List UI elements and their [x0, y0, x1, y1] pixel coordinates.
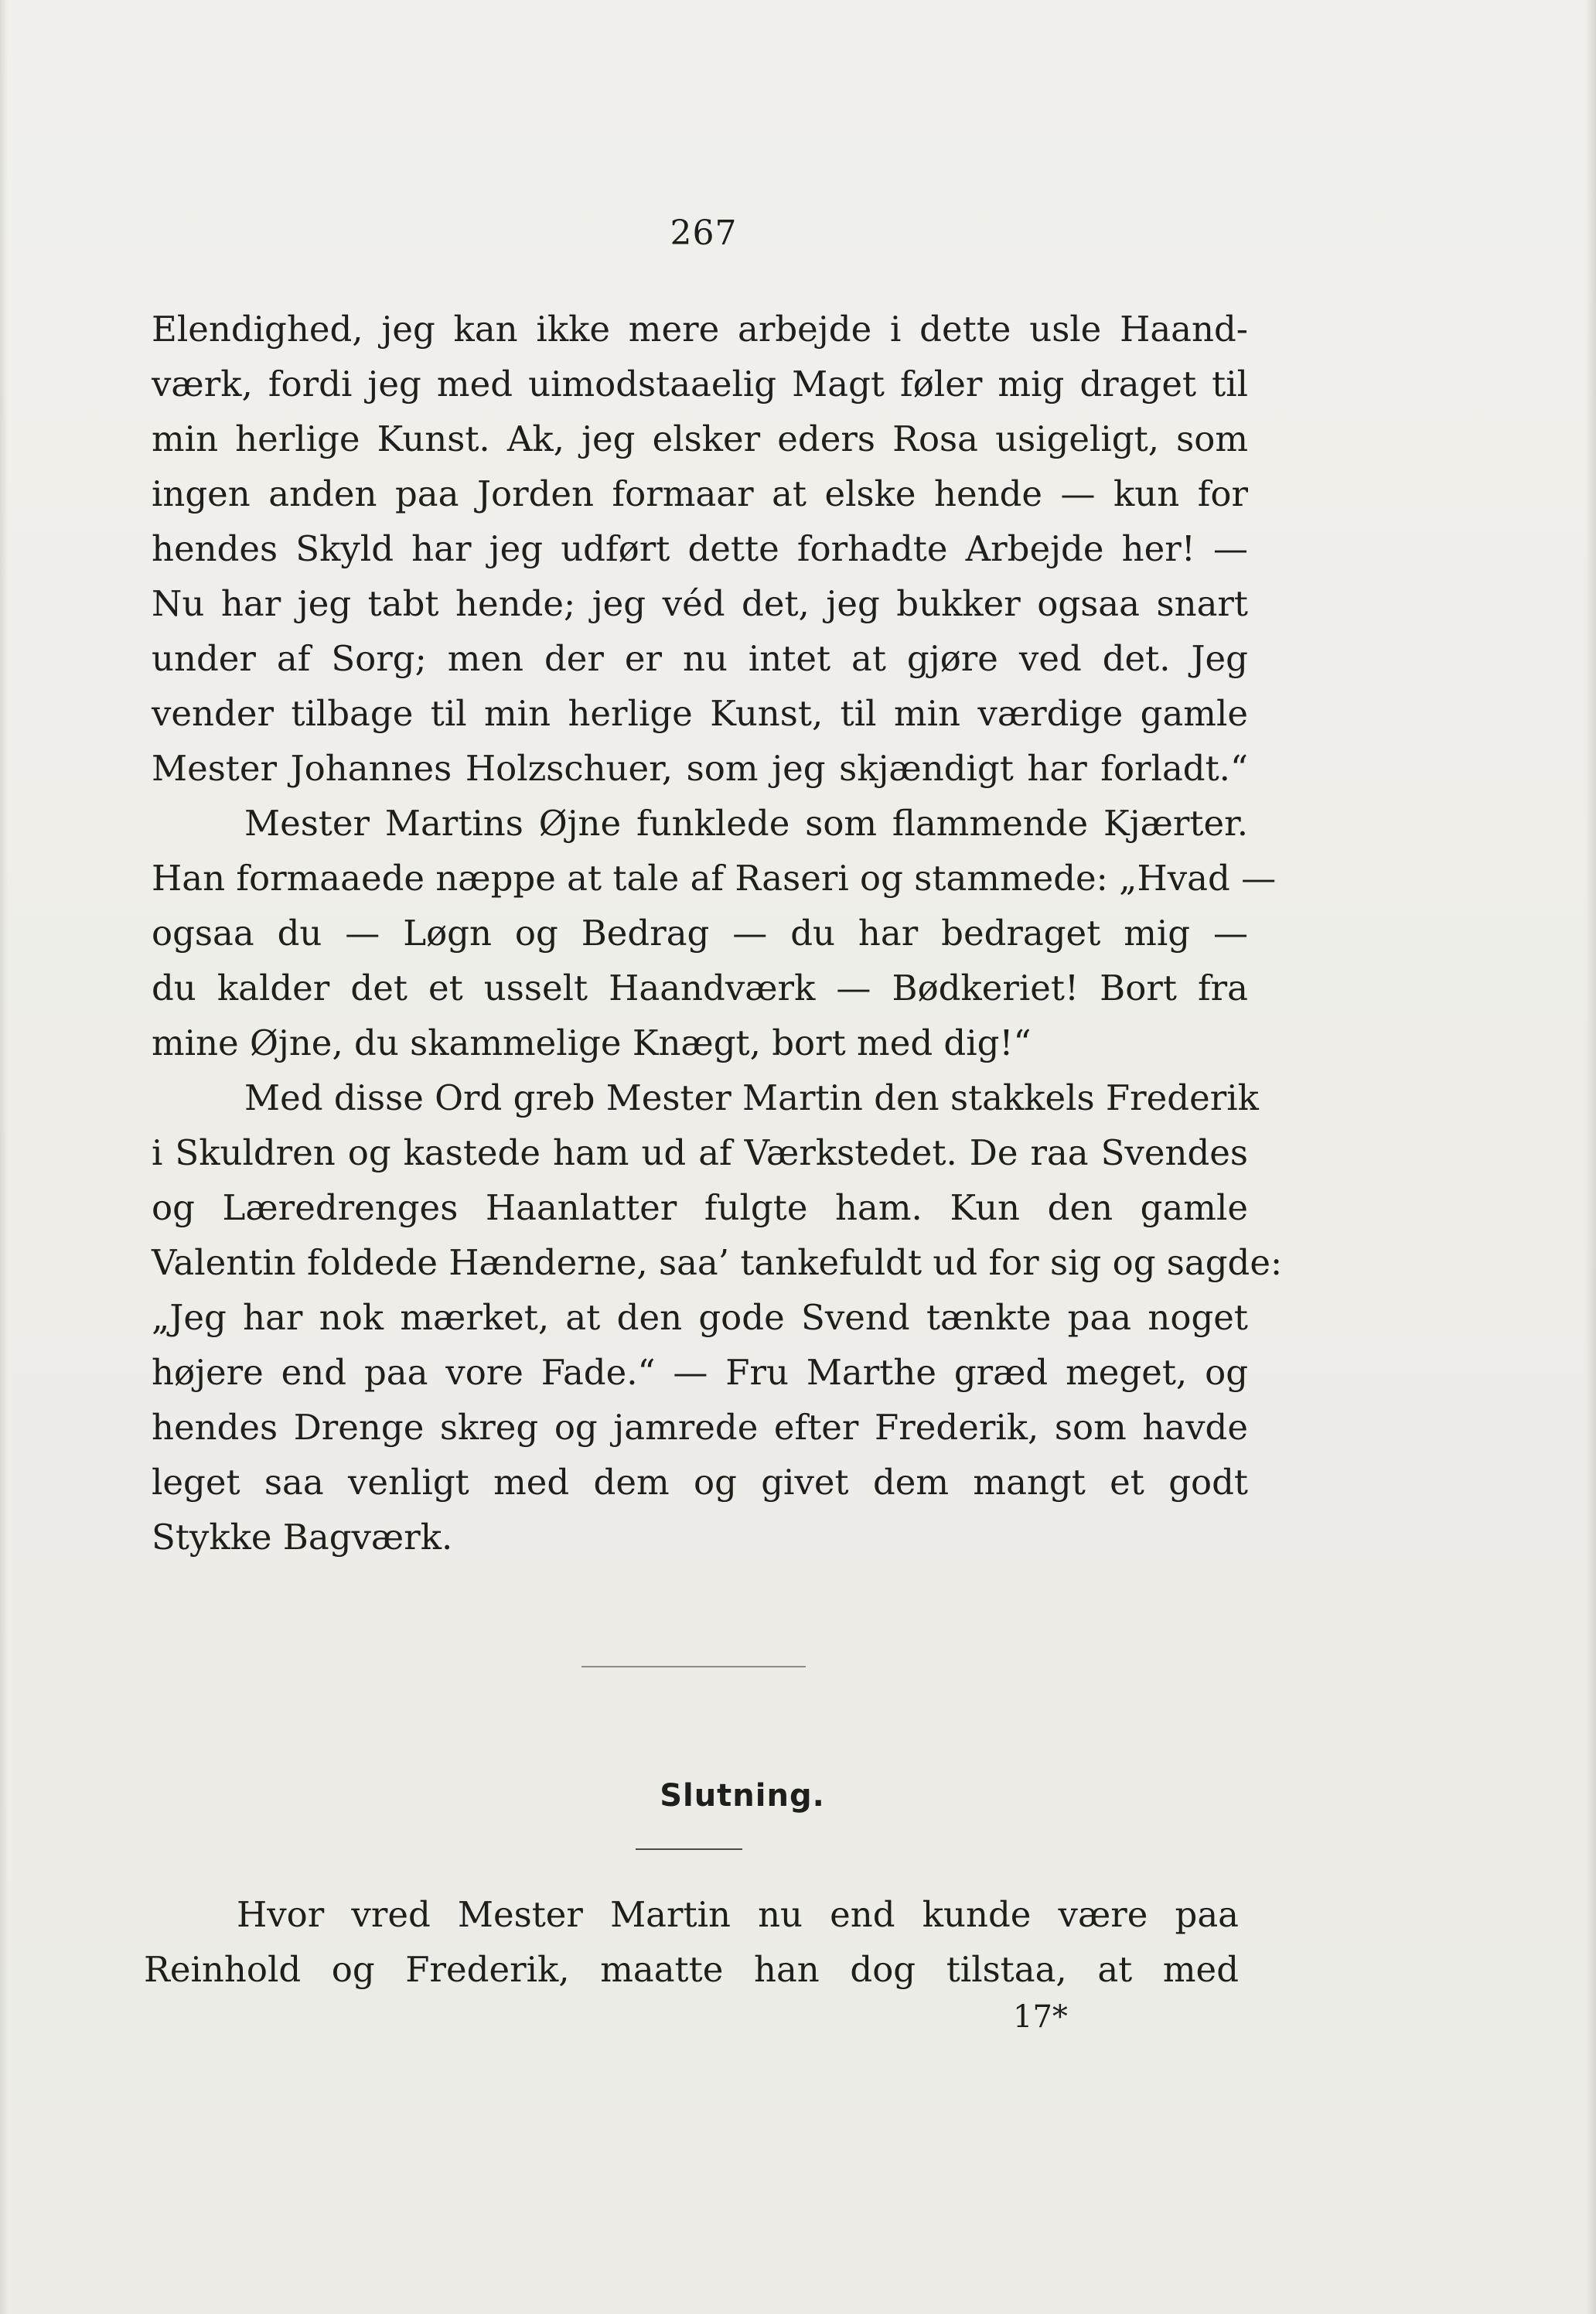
text-line: højere end paa vore Fade.“ — Fru Marthe græd meget, og — [152, 1352, 1248, 1393]
text-line: ingen anden paa Jorden formaar at elske hende — kun for — [152, 473, 1248, 514]
text-line: vender tilbage til min herlige Kunst, til min værdige gamle — [152, 693, 1248, 734]
text-line: Hvor vred Mester Martin nu end kunde være paa — [237, 1894, 1239, 1935]
text-line: mine Øjne, du skammelige Knægt, bort med dig!“ — [152, 1022, 1032, 1063]
text-line: ogsaa du — Løgn og Bedrag — du har bedraget mig — — [152, 913, 1248, 954]
page-number: 267 — [670, 213, 738, 253]
text-line: Mester Martins Øjne funklede som flammende Kjærter. — [244, 803, 1248, 844]
section-divider — [581, 1666, 806, 1667]
body-text — [152, 302, 1283, 1565]
text-line: hendes Skyld har jeg udført dette forhadte Arbejde her! — — [152, 528, 1248, 569]
page-edge-left — [0, 0, 8, 2314]
text-line: i Skuldren og kastede ham ud af Værkstedet. De raa Svendes — [152, 1132, 1248, 1173]
text-line: „Jeg har nok mærket, at den gode Svend tænkte paa noget — [152, 1297, 1248, 1338]
text-line: Elendighed, jeg kan ikke mere arbejde i dette usle Haand- — [152, 309, 1248, 350]
text-line: du kalder det et usselt Haandværk — Bødkeriet! Bort fra — [152, 968, 1248, 1009]
text-line: min herlige Kunst. Ak, jeg elsker eders Rosa usigeligt, som — [152, 418, 1248, 459]
text-line: Han formaaede næppe at tale af Raseri og stammede: „Hvad — — [152, 858, 1277, 899]
text-line: hendes Drenge skreg og jamrede efter Frederik, som havde — [152, 1407, 1248, 1448]
text-line: og Læredrenges Haanlatter fulgte ham. Kun den gamle — [152, 1187, 1248, 1228]
text-line: Stykke Bagværk. — [152, 1517, 453, 1558]
signature-mark: 17* — [1013, 1999, 1068, 2035]
text-line: Med disse Ord greb Mester Martin den stakkels Frederik — [244, 1077, 1259, 1118]
text-line: værk, fordi jeg med uimodstaaelig Magt føler mig draget til — [152, 363, 1248, 404]
text-line: Mester Johannes Holzschuer, som jeg skjændigt har forladt.“ — [152, 748, 1248, 789]
section-text — [144, 1887, 1239, 1997]
text-line: leget saa venligt med dem og givet dem mangt et godt — [152, 1462, 1248, 1503]
section-heading: Slutning. — [660, 1778, 825, 1814]
text-line: under af Sorg; men der er nu intet at gjøre ved det. Jeg — [152, 638, 1248, 679]
heading-underline — [636, 1848, 742, 1850]
text-line: Reinhold og Frederik, maatte han dog tilstaa, at med — [144, 1949, 1239, 1990]
text-line: Valentin foldede Hænderne, saa’ tankefuldt ud for sig og sagde: — [152, 1242, 1283, 1283]
text-line: Nu har jeg tabt hende; jeg véd det, jeg bukker ogsaa snart — [152, 583, 1248, 624]
page-edge-right — [1585, 0, 1596, 2314]
